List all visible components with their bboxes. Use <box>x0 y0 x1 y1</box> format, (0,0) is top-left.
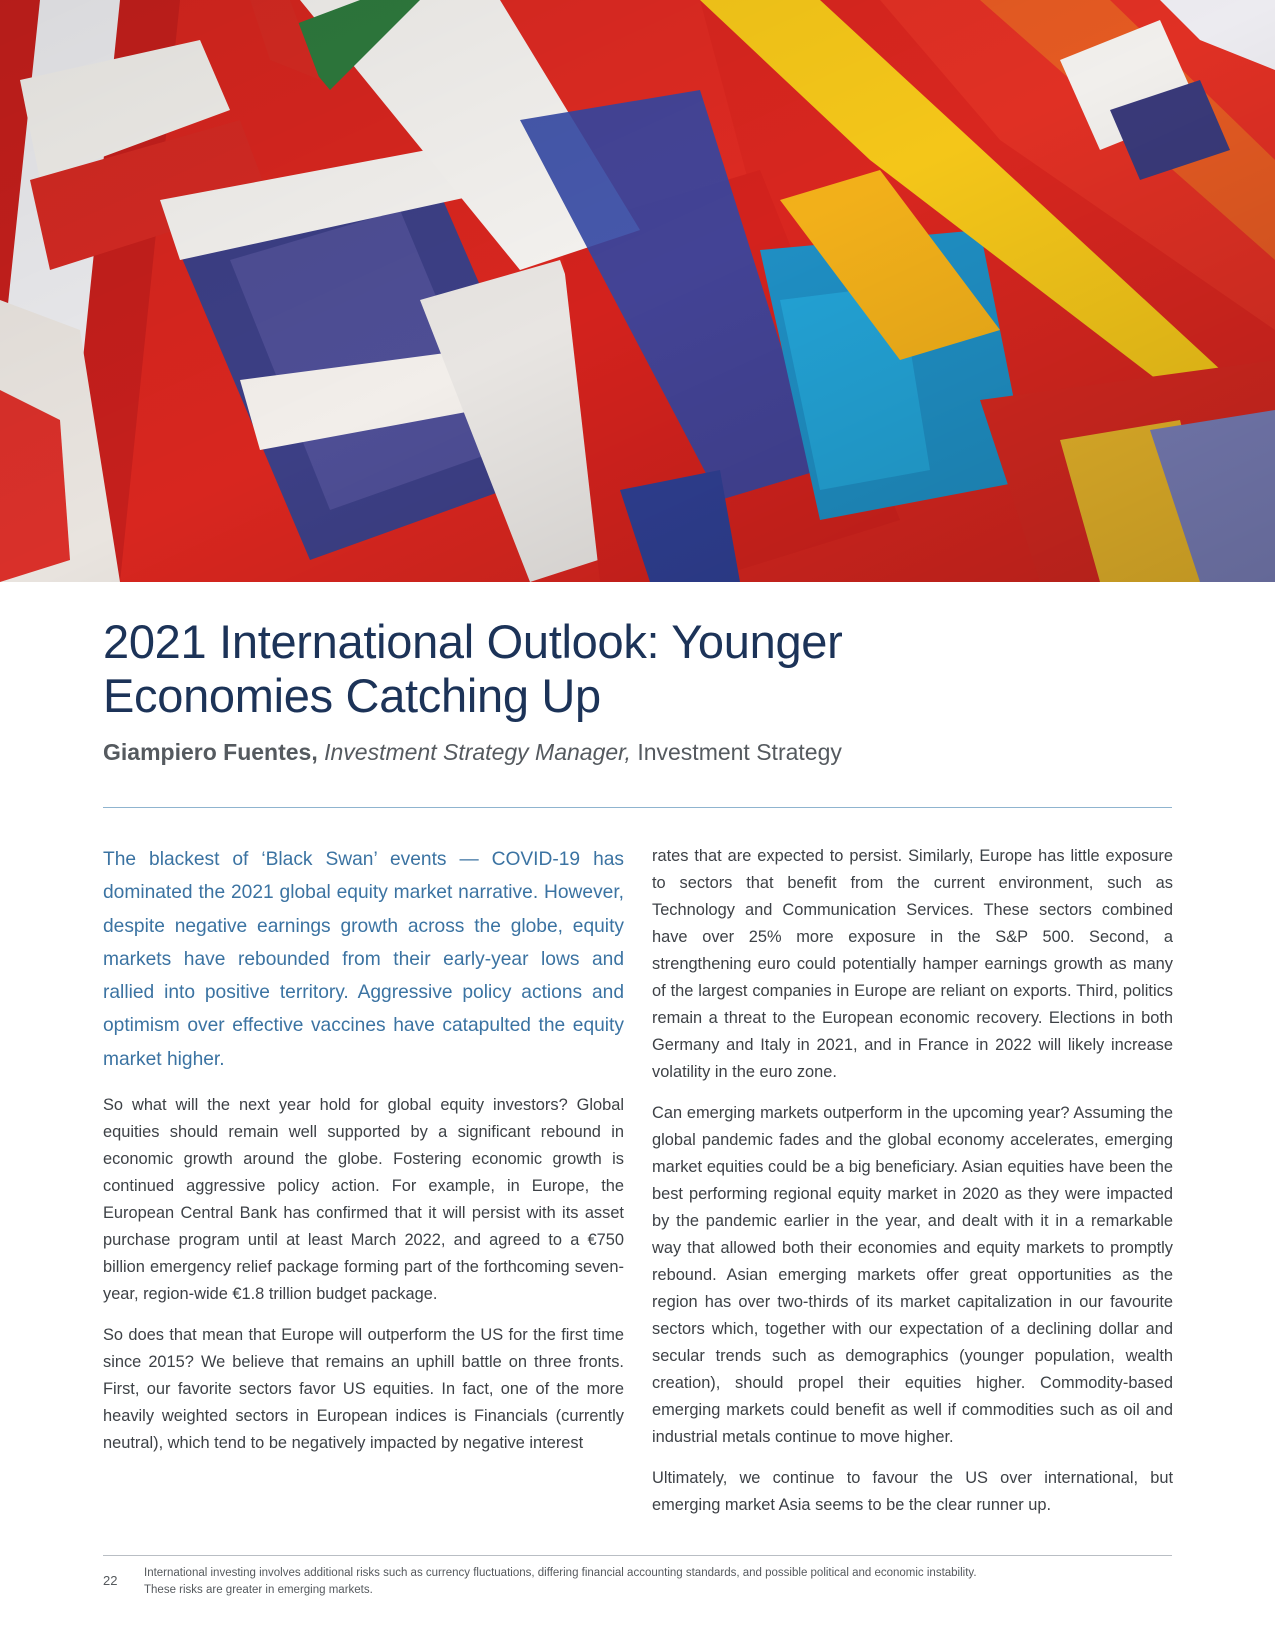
footnote <box>144 1565 1124 1599</box>
body-paragraph-3: Can emerging markets outperform in the upcoming year? Assuming the global pandemic fades and the global economy accelerates, emerging market equities could be a big beneficiary. Asian equities have been the best performing regional equity market in 2020 as they were impacted by the pandemic earlier in the year, and dealt with it in a remarkable way that allowed both their economies and equity markets to promptly rebound. Asian emerging markets offer great opportunities as the region has over two-thirds of its market capitalization in our favourite sectors which, together with our expectation of a declining dollar and secular trends such as demographics (younger population, wealth creation), should propel their equities higher. Commodity-based emerging markets could benefit as well if commodities such as oil and industrial metals continue to move higher. <box>652 1104 1173 1446</box>
hero-flags-image <box>0 0 1275 582</box>
lead-paragraph: The blackest of ‘Black Swan’ events — COVID-19 has dominated the 2021 global equity market narrative. However, despite negative earnings growth across the globe, equity markets have rebounded from their early-year lows and rallied into positive territory. Aggressive policy actions and optimism over effective vaccines have catapulted the equity market higher. <box>103 849 624 1070</box>
body-paragraph-1: So what will the next year hold for global equity investors? Global equities should remain well supported by a significant rebound in economic growth around the globe. Fostering economic growth is continued aggressive policy action. For example, in Europe, the European Central Bank has confirmed that it will persist with its asset purchase program until at least March 2022, and agreed to a €750 billion emergency relief package forming part of the forthcoming seven-year, region-wide €1.8 trillion budget package. <box>103 1096 624 1304</box>
author-byline <box>103 737 1163 767</box>
author-department: Investment Strategy <box>637 739 842 765</box>
body-column-left <box>103 843 624 1471</box>
author-role: Investment Strategy Manager, <box>324 739 631 765</box>
body-paragraph-2-continued: rates that are expected to persist. Similarly, Europe has little exposure to sectors that benefit from the current environment, such as Technology and Communication Services. These sectors combined have over 25% more exposure in the S&P 500. Second, a strengthening euro could potentially hamper earnings growth as many of the largest companies in Europe are reliant on exports. Third, politics remain a threat to the European economic recovery. Elections in both Germany and Italy in 2021, and in France in 2022 will likely increase volatility in the euro zone. <box>652 847 1173 1081</box>
body-column-right <box>652 843 1173 1533</box>
header-divider <box>103 807 1172 808</box>
article-title-line-2: Economies Catching Up <box>103 669 601 722</box>
article-title <box>103 615 1103 723</box>
body-paragraph-4: Ultimately, we continue to favour the US over international, but emerging market Asia seems to be the clear runner up. <box>652 1469 1173 1514</box>
body-paragraph-2: So does that mean that Europe will outperform the US for the first time since 2015? We believe that remains an uphill battle on three fronts. First, our favorite sectors favor US equities. In fact, one of the more heavily weighted sectors in European indices is Financials (currently neutral), which tend to be negatively impacted by negative interest <box>103 1326 624 1453</box>
footnote-line-2: These risks are greater in emerging markets. <box>144 1584 373 1596</box>
footnote-line-1: International investing involves additional risks such as currency fluctuations, differing financial accounting standards, and possible political and economic instability. <box>144 1567 977 1579</box>
page-number: 22 <box>103 1573 118 1588</box>
footer-divider <box>103 1555 1172 1556</box>
author-name: Giampiero Fuentes, <box>103 739 318 765</box>
article-title-line-1: 2021 International Outlook: Younger <box>103 615 843 668</box>
